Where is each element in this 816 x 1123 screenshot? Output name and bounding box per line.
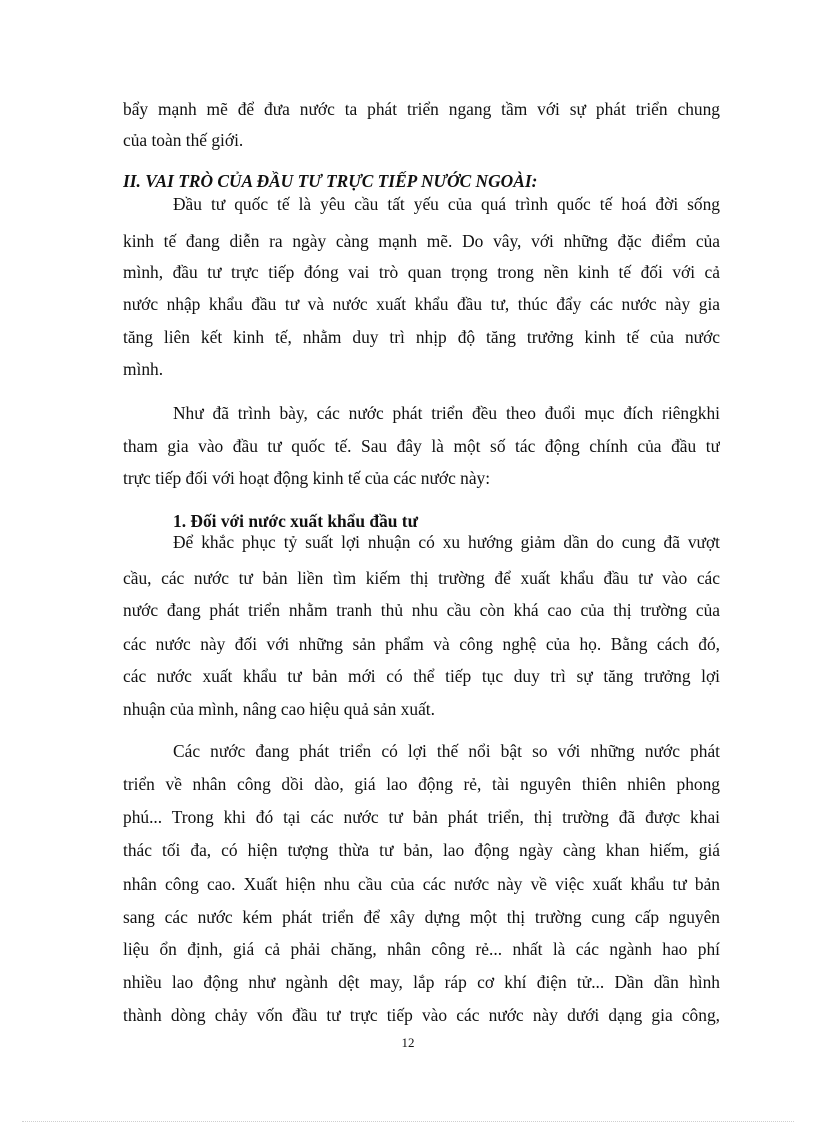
section-heading: II. VAI TRÒ CỦA ĐẦU TƯ TRỰC TIẾP NƯỚC NGOÀI: (123, 171, 538, 191)
text-line: các nước xuất khẩu tư bản mới có thể tiếp tục duy trì sự tăng trưởng lợi (123, 666, 720, 686)
text-line: nhân công cao. Xuất hiện nhu cầu của các nước này về việc xuất khẩu tư bản (123, 874, 720, 894)
text-line: nước nhập khẩu đầu tư và nước xuất khẩu đầu tư, thúc đẩy các nước này gia (123, 294, 720, 314)
text-line: trực tiếp đối với hoạt động kinh tế của các nước này: (123, 468, 491, 488)
text-line: sang các nước kém phát triển để xây dựng một thị trường cung cấp nguyên (123, 907, 720, 927)
text-line: kinh tế đang diễn ra ngày càng mạnh mẽ. Do vây, với những đặc điểm của (123, 231, 720, 251)
text-line: nhuận của mình, nâng cao hiệu quả sản xuất. (123, 699, 435, 719)
text-line: cầu, các nước tư bản liền tìm kiếm thị trường để xuất khẩu đầu tư vào các (123, 568, 720, 588)
text-line: mình. (123, 359, 164, 379)
text-line: tăng liên kết kinh tế, nhằm duy trì nhịp độ tăng trưởng kinh tế của nước (123, 327, 720, 347)
text-line: mình, đầu tư trực tiếp đóng vai trò quan trọng trong nền kinh tế đối với cả (123, 262, 720, 282)
footer-divider (22, 1121, 794, 1122)
text-line: Để khắc phục tỷ suất lợi nhuận có xu hướng giảm dần do cung đã vượt (173, 532, 720, 552)
text-line: Các nước đang phát triển có lợi thế nổi bật so với những nước phát (173, 741, 720, 761)
text-line: bẩy mạnh mẽ để đưa nước ta phát triển ngang tầm với sự phát triển chung (123, 99, 720, 119)
text-line: thành dòng chảy vốn đầu tư trực tiếp vào các nước này dưới dạng gia công, (123, 1005, 720, 1025)
page-number: 12 (401, 1035, 415, 1050)
text-line: thác tối đa, có hiện tượng thừa tư bản, lao động ngày càng khan hiếm, giá (123, 840, 720, 860)
text-line: của toàn thế giới. (123, 130, 244, 150)
text-line: nước đang phát triển nhằm tranh thủ nhu cầu còn khá cao của thị trường của (123, 600, 720, 620)
text-line: nhiều lao động như ngành dệt may, lắp ráp cơ khí điện tử... Dần dần hình (123, 972, 720, 992)
text-line: Đầu tư quốc tế là yêu cầu tất yếu của quá trình quốc tế hoá đời sống (173, 194, 720, 214)
text-line: phú... Trong khi đó tại các nước tư bản phát triển, thị trường đã được khai (123, 807, 720, 827)
text-line: tham gia vào đầu tư quốc tế. Sau đây là một số tác động chính của đầu tư (123, 436, 720, 456)
text-line: triển về nhân công dồi dào, giá lao động rẻ, tài nguyên thiên nhiên phong (123, 774, 720, 794)
subsection-heading: 1. Đối với nước xuất khẩu đầu tư (173, 511, 419, 531)
text-line: Như đã trình bày, các nước phát triển đều theo đuổi mục đích riêngkhi (173, 403, 720, 423)
text-line: các nước này đối với những sản phẩm và công nghệ của họ. Bằng cách đó, (123, 634, 720, 654)
text-line: liệu ổn định, giá cả phải chăng, nhân công rẻ... nhất là các ngành hao phí (123, 939, 720, 959)
